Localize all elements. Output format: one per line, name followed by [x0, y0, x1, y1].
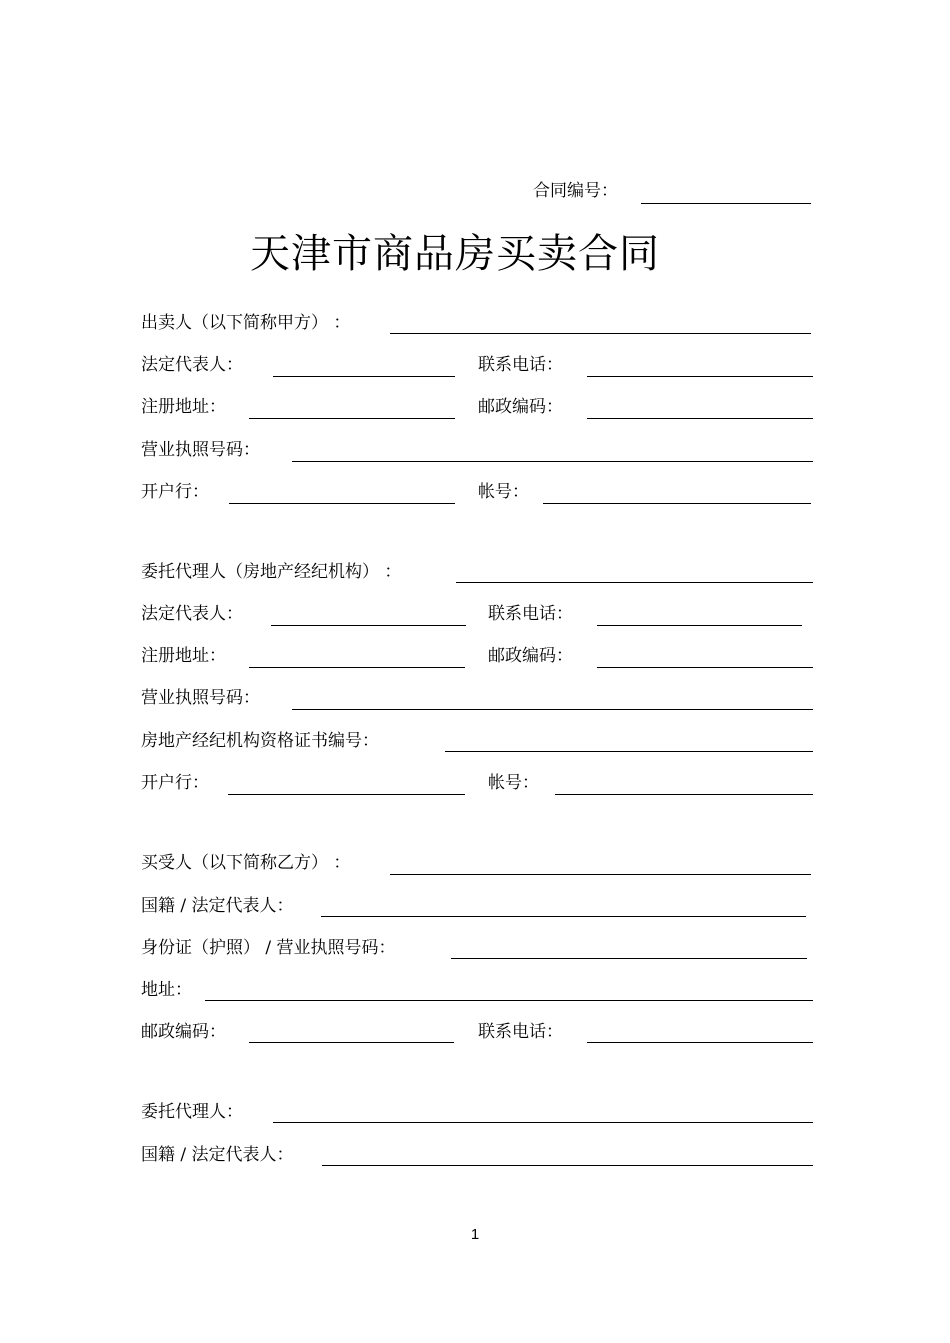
- seller-agent-phone-field[interactable]: [597, 625, 802, 626]
- seller-bank-field[interactable]: [229, 503, 455, 504]
- seller-agent-account-field[interactable]: [555, 794, 813, 795]
- seller-license-field[interactable]: [292, 461, 813, 462]
- seller-agent-postal-code-label: 邮政编码：: [488, 646, 573, 666]
- seller-agent-account-label: 帐号：: [488, 773, 539, 793]
- page-number: 1: [470, 1226, 480, 1243]
- seller-agent-postal-code-field[interactable]: [597, 667, 813, 668]
- seller-account-label: 帐号：: [478, 482, 529, 502]
- buyer-agent-nationality-label: 国籍 / 法定代表人：: [141, 1145, 294, 1165]
- seller-phone-label: 联系电话：: [478, 355, 563, 375]
- buyer-phone-label: 联系电话：: [478, 1022, 563, 1042]
- seller-agent-phone-label: 联系电话：: [488, 604, 573, 624]
- buyer-agent-nationality-field[interactable]: [322, 1165, 813, 1166]
- seller-heading: 出卖人（以下简称甲方） ：: [141, 313, 351, 333]
- contract-number-field[interactable]: [641, 203, 811, 204]
- seller-legal-rep-field[interactable]: [273, 376, 455, 377]
- seller-postal-code-field[interactable]: [587, 418, 813, 419]
- buyer-phone-field[interactable]: [587, 1042, 813, 1043]
- seller-license-label: 营业执照号码：: [141, 440, 260, 460]
- buyer-agent-heading: 委托代理人：: [141, 1102, 243, 1122]
- seller-agent-bank-label: 开户行：: [141, 773, 209, 793]
- seller-agent-cert-label: 房地产经纪机构资格证书编号：: [141, 731, 379, 751]
- seller-agent-legal-rep-label: 法定代表人：: [141, 604, 243, 624]
- contract-number-label: 合同编号：: [533, 181, 618, 201]
- buyer-agent-name-field[interactable]: [273, 1122, 813, 1123]
- seller-agent-cert-field[interactable]: [445, 751, 813, 752]
- seller-agent-license-field[interactable]: [292, 709, 813, 710]
- seller-postal-code-label: 邮政编码：: [478, 397, 563, 417]
- seller-reg-address-label: 注册地址：: [141, 397, 226, 417]
- buyer-nationality-label: 国籍 / 法定代表人：: [141, 896, 294, 916]
- seller-agent-license-label: 营业执照号码：: [141, 688, 260, 708]
- page-title: 天津市商品房买卖合同: [250, 231, 660, 277]
- buyer-postal-code-label: 邮政编码：: [141, 1022, 226, 1042]
- seller-agent-legal-rep-field[interactable]: [271, 625, 466, 626]
- seller-bank-label: 开户行：: [141, 482, 209, 502]
- buyer-heading: 买受人（以下简称乙方） ：: [141, 853, 351, 873]
- seller-legal-rep-label: 法定代表人：: [141, 355, 243, 375]
- seller-account-field[interactable]: [543, 503, 811, 504]
- buyer-id-label: 身份证（护照） / 营业执照号码：: [141, 938, 396, 958]
- buyer-id-field[interactable]: [451, 958, 807, 959]
- buyer-postal-code-field[interactable]: [249, 1042, 454, 1043]
- buyer-address-label: 地址：: [141, 980, 192, 1000]
- buyer-nationality-field[interactable]: [321, 916, 806, 917]
- seller-agent-reg-address-field[interactable]: [249, 667, 465, 668]
- seller-reg-address-field[interactable]: [249, 418, 455, 419]
- buyer-address-field[interactable]: [205, 1000, 813, 1001]
- seller-agent-reg-address-label: 注册地址：: [141, 646, 226, 666]
- buyer-name-field[interactable]: [390, 874, 811, 875]
- seller-agent-bank-field[interactable]: [228, 794, 465, 795]
- seller-agent-heading: 委托代理人（房地产经纪机构） ：: [141, 562, 402, 582]
- seller-phone-field[interactable]: [587, 376, 813, 377]
- seller-agent-name-field[interactable]: [456, 582, 813, 583]
- seller-name-field[interactable]: [390, 333, 811, 334]
